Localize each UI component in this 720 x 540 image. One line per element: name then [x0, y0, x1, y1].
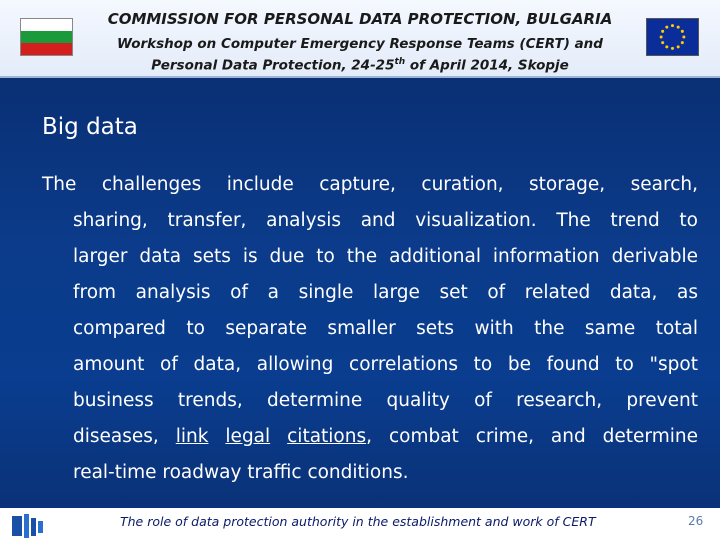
body-line: compared to separate smaller sets with the same total: [73, 318, 698, 339]
citations-link[interactable]: citations: [287, 426, 367, 447]
footer-caption: The role of data protection authority in the establishment and work of CERT: [120, 514, 596, 529]
header-banner: [0, 0, 720, 78]
body-line: sharing, transfer, analysis and visualization. The trend to: [73, 210, 698, 231]
header-date-location: Personal Data Protection, 24-25th of April 2014, Skopje: [151, 57, 569, 74]
body-line: business trends, determine quality of research, prevent: [73, 390, 698, 411]
slide-title: Big data: [42, 114, 138, 140]
slide-body: [42, 167, 698, 491]
commission-logo-icon: [10, 512, 46, 540]
legal-link[interactable]: legal: [225, 426, 271, 447]
eu-star-icon: [681, 30, 684, 33]
body-line: from analysis of a single large set of related data, as: [73, 282, 698, 303]
body-line: The challenges include capture, curation, storage, search,: [42, 174, 698, 195]
body-line: diseases, link legal citations, combat crime, and determine: [73, 426, 698, 447]
body-line: larger data sets is due to the additional information derivable: [73, 246, 698, 267]
link-link[interactable]: link: [175, 426, 209, 447]
page-number: 26: [688, 514, 704, 528]
body-line: amount of data, allowing correlations to be found to "spot: [73, 354, 698, 375]
header-workshop: Workshop on Computer Emergency Response Teams (CERT) and: [117, 36, 603, 52]
body-line: real-time roadway traffic conditions.: [73, 462, 409, 483]
eu-star-icon: [661, 30, 664, 33]
footer-bar: [0, 508, 720, 540]
header-organization: COMMISSION FOR PERSONAL DATA PROTECTION, BULGARIA: [107, 10, 613, 28]
